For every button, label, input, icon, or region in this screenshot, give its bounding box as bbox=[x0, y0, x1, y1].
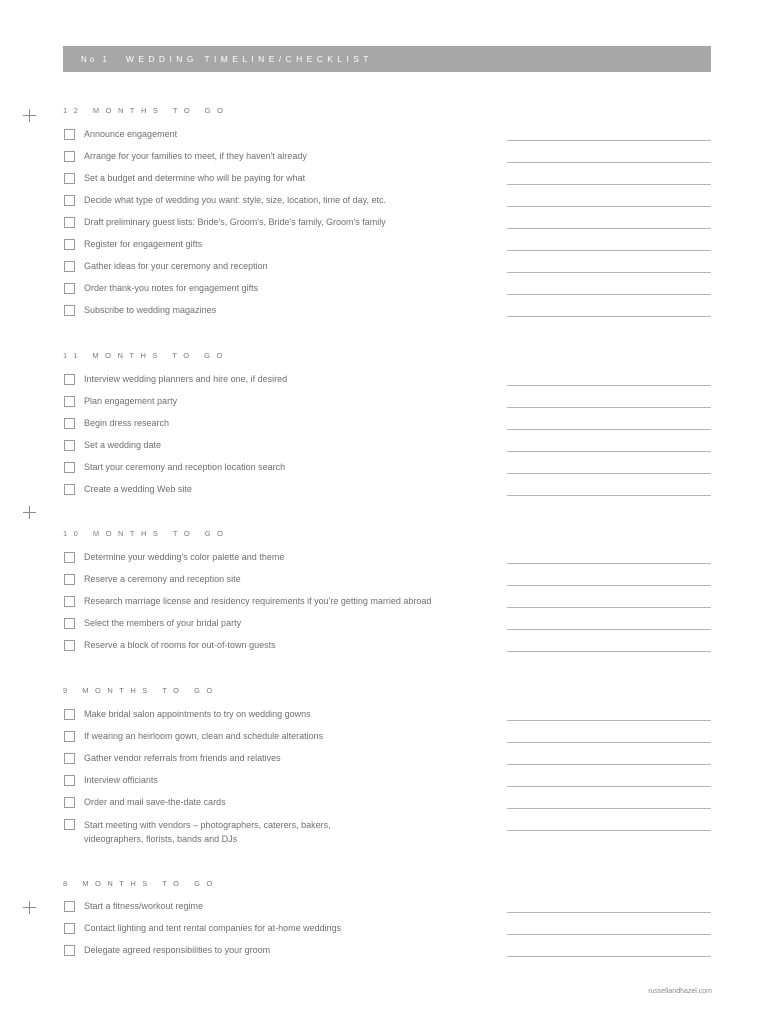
checkbox[interactable] bbox=[64, 574, 75, 585]
checklist-item bbox=[64, 819, 712, 849]
checklist-item bbox=[64, 440, 712, 456]
checklist-item-label: Determine your wedding's color palette and theme bbox=[84, 552, 285, 562]
checklist-item bbox=[64, 923, 712, 939]
note-line bbox=[507, 607, 711, 608]
checklist-item-label: Start meeting with vendors – photographers, caterers, bakers, videographers, florists, bands and DJs bbox=[84, 820, 331, 844]
note-line bbox=[507, 272, 711, 273]
checklist-item-label: Order thank-you notes for engagement gifts bbox=[84, 283, 259, 293]
checkbox[interactable] bbox=[64, 305, 75, 316]
note-line bbox=[507, 429, 711, 430]
checkbox[interactable] bbox=[64, 819, 75, 830]
checkbox[interactable] bbox=[64, 484, 75, 495]
checklist-item-label: Interview wedding planners and hire one, if desired bbox=[84, 374, 288, 384]
note-line bbox=[507, 830, 711, 831]
checklist-item-label: Gather vendor referrals from friends and relatives bbox=[84, 753, 281, 763]
checklist-item bbox=[64, 129, 712, 145]
checklist-item-label: Reserve a ceremony and reception site bbox=[84, 574, 241, 584]
note-line bbox=[507, 720, 711, 721]
checklist-item bbox=[64, 283, 712, 299]
note-line bbox=[507, 250, 711, 251]
checklist-item bbox=[64, 574, 712, 590]
checklist-item-label: Announce engagement bbox=[84, 129, 178, 139]
checklist-item bbox=[64, 173, 712, 189]
checkbox[interactable] bbox=[64, 396, 75, 407]
checklist-item bbox=[64, 731, 712, 747]
checkbox[interactable] bbox=[64, 945, 75, 956]
checklist-item bbox=[64, 753, 712, 769]
note-line bbox=[507, 140, 711, 141]
checklist-item-label: Start your ceremony and reception location search bbox=[84, 462, 286, 472]
checklist-item-label: Create a wedding Web site bbox=[84, 484, 192, 494]
checklist-item bbox=[64, 797, 712, 813]
note-line bbox=[507, 563, 711, 564]
checkbox[interactable] bbox=[64, 283, 75, 294]
checklist-item-label: If wearing an heirloom gown, clean and schedule alterations bbox=[84, 731, 324, 741]
checklist-item-label: Order and mail save-the-date cards bbox=[84, 797, 226, 807]
checklist-item bbox=[64, 418, 712, 434]
checklist-item-label: Set a budget and determine who will be paying for what bbox=[84, 173, 306, 183]
checkbox[interactable] bbox=[64, 797, 75, 808]
checklist-item-label: Reserve a block of rooms for out-of-town guests bbox=[84, 640, 276, 650]
section-heading-12-months: 12 MONTHS TO GO bbox=[63, 106, 230, 115]
checklist-item bbox=[64, 552, 712, 568]
checklist-item bbox=[64, 901, 712, 917]
page-header-bar bbox=[63, 46, 711, 72]
checkbox[interactable] bbox=[64, 374, 75, 385]
section-heading-11-months: 11 MONTHS TO GO bbox=[63, 351, 229, 360]
checkbox[interactable] bbox=[64, 239, 75, 250]
checklist-item-label: Contact lighting and tent rental companies for at-home weddings bbox=[84, 923, 342, 933]
footer-url: russellandhazel.com bbox=[648, 988, 712, 995]
checkbox[interactable] bbox=[64, 753, 75, 764]
checkbox[interactable] bbox=[64, 640, 75, 651]
checklist-item-label: Set a wedding date bbox=[84, 440, 162, 450]
note-line bbox=[507, 473, 711, 474]
checklist-item-label: Gather ideas for your ceremony and reception bbox=[84, 261, 268, 271]
checklist-item bbox=[64, 945, 712, 961]
checkbox[interactable] bbox=[64, 440, 75, 451]
checkbox[interactable] bbox=[64, 195, 75, 206]
checklist-item-label: Draft preliminary guest lists: Bride's, Groom's, Bride's family, Groom's family bbox=[84, 217, 386, 227]
checkbox[interactable] bbox=[64, 596, 75, 607]
checklist-item bbox=[64, 640, 712, 656]
note-line bbox=[507, 764, 711, 765]
checklist-item-label: Subscribe to wedding magazines bbox=[84, 305, 217, 315]
note-line bbox=[507, 316, 711, 317]
checklist-item bbox=[64, 775, 712, 791]
checkbox[interactable] bbox=[64, 775, 75, 786]
checkbox[interactable] bbox=[64, 618, 75, 629]
note-line bbox=[507, 162, 711, 163]
checkbox[interactable] bbox=[64, 901, 75, 912]
note-line bbox=[507, 407, 711, 408]
crop-mark-icon bbox=[23, 506, 36, 519]
note-line bbox=[507, 495, 711, 496]
page-number: No 1 bbox=[81, 54, 110, 64]
checklist-item-label: Plan engagement party bbox=[84, 396, 178, 406]
checklist-item-label: Make bridal salon appointments to try on wedding gowns bbox=[84, 709, 311, 719]
section-heading-10-months: 10 MONTHS TO GO bbox=[63, 529, 230, 538]
checklist-item-label: Research marriage license and residency requirements if you're getting married abroad bbox=[84, 596, 432, 606]
page-title: WEDDING TIMELINE/CHECKLIST bbox=[125, 54, 373, 64]
note-line bbox=[507, 786, 711, 787]
checklist-item-label: Arrange for your families to meet, if they haven't already bbox=[84, 151, 307, 161]
checkbox[interactable] bbox=[64, 151, 75, 162]
note-line bbox=[507, 956, 711, 957]
checklist-item bbox=[64, 484, 712, 500]
crop-mark-icon bbox=[23, 901, 36, 914]
checklist-item-label: Begin dress research bbox=[84, 418, 170, 428]
note-line bbox=[507, 629, 711, 630]
checklist-item-label: Select the members of your bridal party bbox=[84, 618, 242, 628]
checklist-item bbox=[64, 305, 712, 321]
checkbox[interactable] bbox=[64, 418, 75, 429]
note-line bbox=[507, 585, 711, 586]
crop-mark-icon bbox=[23, 109, 36, 122]
checkbox[interactable] bbox=[64, 552, 75, 563]
checkbox[interactable] bbox=[64, 462, 75, 473]
checklist-item bbox=[64, 217, 712, 233]
checklist-item-label: Interview officiants bbox=[84, 775, 158, 785]
checkbox[interactable] bbox=[64, 217, 75, 228]
checkbox[interactable] bbox=[64, 923, 75, 934]
checklist-item bbox=[64, 151, 712, 167]
checkbox[interactable] bbox=[64, 731, 75, 742]
checklist-item bbox=[64, 195, 712, 211]
checklist-item bbox=[64, 618, 712, 634]
note-line bbox=[507, 912, 711, 913]
checklist-item bbox=[64, 239, 712, 255]
note-line bbox=[507, 294, 711, 295]
checklist-item bbox=[64, 261, 712, 277]
note-line bbox=[507, 451, 711, 452]
note-line bbox=[507, 934, 711, 935]
note-line bbox=[507, 184, 711, 185]
checklist-item bbox=[64, 396, 712, 412]
section-heading-8-months: 8 MONTHS TO GO bbox=[63, 879, 219, 888]
checklist-item-label: Start a fitness/workout regime bbox=[84, 901, 204, 911]
checkbox[interactable] bbox=[64, 129, 75, 140]
checklist-item bbox=[64, 596, 712, 612]
checklist-item bbox=[64, 462, 712, 478]
note-line bbox=[507, 206, 711, 207]
note-line bbox=[507, 228, 711, 229]
note-line bbox=[507, 385, 711, 386]
note-line bbox=[507, 808, 711, 809]
checklist-item-label: Register for engagement gifts bbox=[84, 239, 203, 249]
checklist-item-label: Decide what type of wedding you want: style, size, location, time of day, etc. bbox=[84, 195, 386, 205]
section-heading-9-months: 9 MONTHS TO GO bbox=[63, 686, 219, 695]
checkbox[interactable] bbox=[64, 709, 75, 720]
checklist-item bbox=[64, 374, 712, 390]
note-line bbox=[507, 742, 711, 743]
checklist-item bbox=[64, 709, 712, 725]
note-line bbox=[507, 651, 711, 652]
checklist-item-label: Delegate agreed responsibilities to your groom bbox=[84, 945, 271, 955]
checkbox[interactable] bbox=[64, 173, 75, 184]
checkbox[interactable] bbox=[64, 261, 75, 272]
